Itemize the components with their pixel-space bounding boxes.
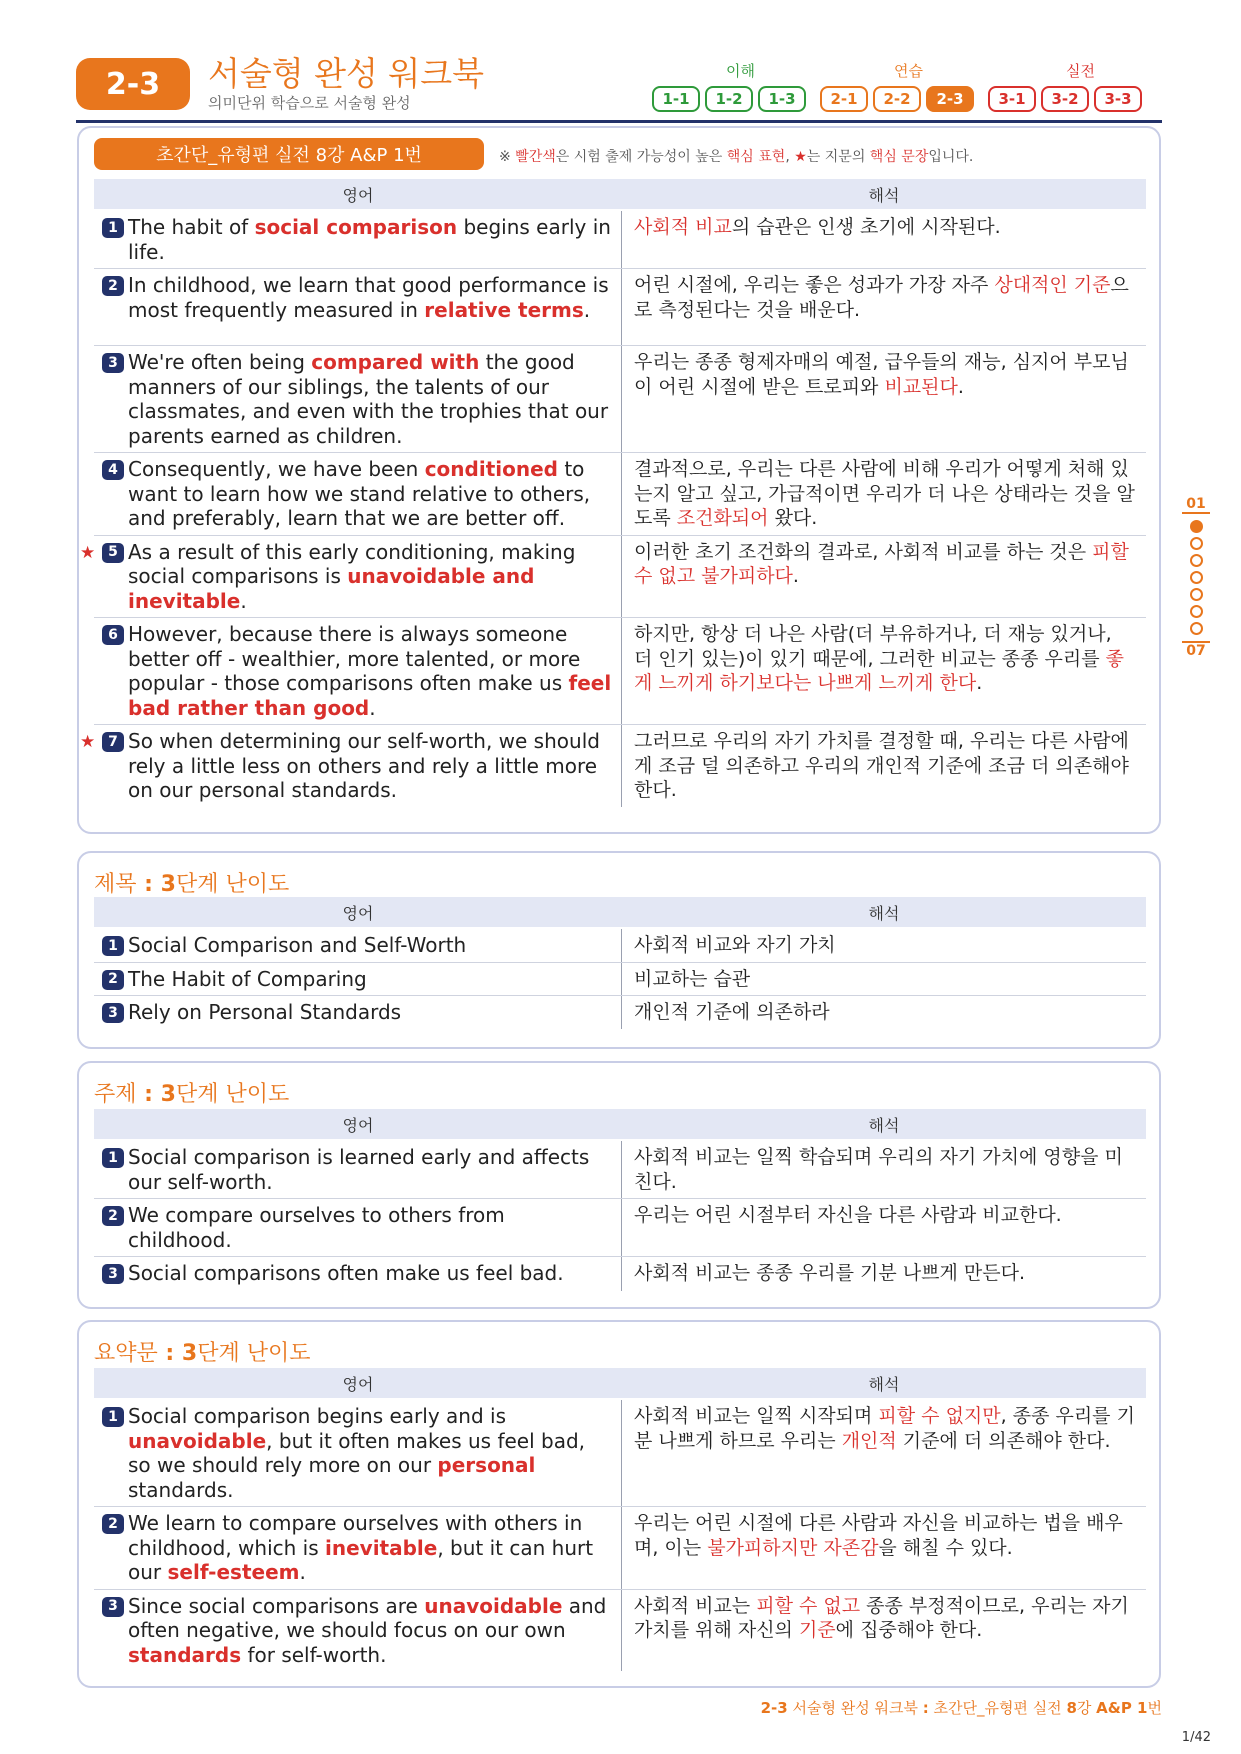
translation-text: 우리는 종종 형제자매의 예절, 급우들의 재능, 심지어 부모님이 어린 시절에 받은 트로피와 [634, 351, 1129, 398]
star-icon: ★ [80, 732, 96, 752]
column-english: 영어 [342, 1374, 374, 1394]
row-number-badge: 7 [102, 732, 124, 752]
column-translation: 해석 [868, 903, 900, 923]
heading-colon: : [136, 1082, 161, 1107]
translation-text: 에 집중해야 한다. [835, 1619, 983, 1641]
step-button-3-1[interactable]: 3-1 [988, 86, 1036, 112]
step-button-3-2[interactable]: 3-2 [1041, 86, 1089, 112]
translation-cell [622, 996, 1146, 1029]
heading-text: 요약문 [94, 1341, 158, 1366]
sentence-text: and often negative, we should focus on our own [128, 1593, 607, 1642]
english-cell [94, 929, 622, 962]
footer-part: 초간단_유형편 실전 [928, 1699, 1067, 1717]
page-title: 서술형 완성 워크북 [208, 54, 485, 93]
sentence-text: Social comparisons often make us feel bad. [128, 1261, 564, 1285]
translation-text: . [976, 672, 983, 694]
level-text: 단계 난이도 [197, 1341, 311, 1366]
step-button-1-3[interactable]: 1-3 [758, 86, 806, 112]
column-translation: 해석 [868, 1374, 900, 1394]
footer-part: 서술형 완성 워크북 [787, 1699, 923, 1717]
table-row [94, 1590, 1146, 1672]
english-cell [94, 211, 622, 268]
side-dot [1190, 571, 1203, 584]
table-header [94, 897, 1146, 927]
sentence-text: . [583, 297, 591, 322]
key-expression: 개인적 [841, 1429, 897, 1452]
heading-colon: : [157, 1341, 182, 1366]
key-expression: conditioned [424, 457, 558, 481]
row-number-badge: 2 [102, 1514, 124, 1534]
sentence-text: . [299, 1560, 306, 1584]
key-expression: 불가피하지만 [707, 1536, 818, 1559]
english-cell [94, 1199, 622, 1256]
section-heading [94, 1077, 289, 1108]
level-number: 3 [160, 872, 176, 897]
sentence-text: Rely on Personal Standards [128, 1000, 402, 1024]
table-row [80, 725, 1146, 807]
row-number-badge: 3 [102, 1264, 124, 1284]
row-number-badge: 3 [102, 1003, 124, 1023]
translation-text: 결과적으로, 우리는 다른 사람에 비해 우리가 어떻게 처해 있는지 알고 싶고, 가급적이면 우리가 더 나은 상태라는 것을 알도록 [634, 458, 1135, 529]
table-row [94, 269, 1146, 346]
key-expression: 비교된다 [884, 375, 958, 398]
table-row [94, 211, 1146, 269]
translation-cell [622, 1507, 1146, 1589]
key-expression: relative terms [424, 297, 584, 322]
english-cell [94, 1507, 622, 1589]
note-text: , [785, 149, 795, 165]
table-row [94, 1257, 1146, 1291]
row-number-badge: 5 [102, 543, 124, 563]
sentence-text: We compare ourselves to others from childhood. [128, 1203, 505, 1252]
sentence-text: , but it can hurt our [128, 1535, 594, 1584]
key-expression: unavoidable [128, 1428, 267, 1453]
translation-cell [622, 211, 1146, 268]
note-red-text: 빨간색 [515, 149, 556, 165]
key-expression: inevitable [325, 1535, 438, 1560]
side-label-top: 01 [1182, 496, 1210, 514]
row-number-badge: 2 [102, 276, 124, 296]
translation-text: 우리는 어린 시절부터 자신을 다른 사람과 비교한다. [634, 1204, 1062, 1226]
page-subtitle: 의미단위 학습으로 서술형 완성 [208, 94, 411, 112]
page-number: 1/42 [1181, 1730, 1211, 1745]
sentence-text: Social Comparison and Self-Worth [128, 933, 467, 957]
translation-text: 종종 부정적이므로, 우리는 자기 가치를 위해 자신의 [634, 1594, 1129, 1641]
table-row [94, 963, 1146, 997]
column-english: 영어 [342, 1115, 374, 1135]
row-number-badge: 3 [102, 1597, 124, 1617]
sentence-text: Social comparison begins early and is [128, 1404, 506, 1428]
note-text: 는 지문의 [806, 149, 870, 165]
side-dot [1190, 537, 1203, 550]
sentence-text: We're often being [128, 350, 312, 374]
translation-cell [622, 1199, 1146, 1256]
lesson-tag: 초간단_유형편 실전 8강 A&P 1번 [94, 138, 484, 170]
key-expression: standards [128, 1642, 242, 1667]
translation-text: 사회적 비교는 일찍 시작되며 [634, 1405, 879, 1427]
row-number-badge: 1 [102, 1407, 124, 1427]
star-icon: ★ [80, 542, 96, 563]
title-panel [77, 851, 1161, 1049]
title-table [94, 929, 1146, 1029]
step-button-1-1[interactable]: 1-1 [652, 86, 700, 112]
step-group-label-understand: 이해 [726, 62, 755, 80]
passage-table [80, 211, 1146, 807]
table-row [94, 453, 1146, 536]
footer-code: 2-3 [760, 1699, 788, 1717]
row-number-badge: 2 [102, 970, 124, 990]
side-dot [1190, 588, 1203, 601]
header-divider [76, 120, 1162, 123]
translation-cell [622, 725, 1146, 807]
side-dot [1190, 554, 1203, 567]
row-number-badge: 1 [102, 218, 124, 238]
sentence-text: the good manners of our siblings, the talents of our classmates, and even with the trophies that our parents earned as children. [128, 350, 609, 448]
table-header [94, 179, 1146, 209]
english-cell [94, 996, 622, 1029]
row-number-badge: 4 [102, 460, 124, 480]
translation-text: 으로 측정된다는 것을 배운다. [634, 274, 1129, 321]
step-button-1-2[interactable]: 1-2 [705, 86, 753, 112]
side-page-indicator [1182, 496, 1210, 659]
sentence-text: standards. [128, 1477, 234, 1502]
translation-cell [622, 618, 1146, 724]
translation-text: 왔다. [768, 507, 818, 529]
translation-cell [622, 1590, 1146, 1672]
translation-text: , 종종 우리를 기분 나쁘게 하므로 우리는 [634, 1405, 1135, 1452]
key-expression: personal [437, 1453, 536, 1477]
footer-lesson-number: 8 [1066, 1699, 1077, 1717]
english-cell [94, 1400, 622, 1506]
column-english: 영어 [342, 185, 374, 205]
note-red-text: 핵심 문장 [869, 149, 929, 165]
translation-text: 을 해칠 수 있다. [878, 1536, 1013, 1559]
key-expression: 피할 수 없지만 [878, 1405, 1001, 1427]
footer-colon: : [922, 1699, 929, 1717]
key-expression: self-esteem [167, 1560, 300, 1584]
english-cell [80, 536, 622, 618]
passage-panel [77, 126, 1161, 834]
table-row [80, 536, 1146, 619]
level-number: 3 [181, 1341, 198, 1366]
sentence-text: for self-worth. [241, 1642, 387, 1667]
note-red-text: 핵심 표현 [726, 149, 786, 165]
translation-text: 하지만, 항상 더 나은 사람(더 부유하거나, 더 재능 있거나, 더 인기 있는)이 있기 때문에, 그러한 비교는 종종 우리를 [634, 623, 1112, 670]
side-dot [1190, 520, 1203, 533]
step-button-3-3[interactable]: 3-3 [1094, 86, 1142, 112]
footer-part: 번 [1147, 1699, 1162, 1717]
level-text: 단계 난이도 [175, 872, 290, 897]
side-dots [1182, 520, 1210, 635]
section-heading [94, 867, 289, 898]
translation-cell [622, 929, 1146, 962]
footer-item: A&P 1 [1096, 1699, 1148, 1717]
footer-text [761, 1697, 1162, 1718]
note-text: 은 시험 출제 가능성이 높은 [555, 149, 727, 165]
row-number-badge: 2 [102, 1206, 124, 1226]
translation-text: 비교하는 습관 [634, 967, 751, 990]
section-heading [94, 1336, 310, 1367]
row-number-badge: 1 [102, 1148, 124, 1168]
key-expression: 좋게 느끼게 하기보다는 나쁘게 느끼게 한다 [634, 647, 1124, 694]
english-cell [80, 725, 622, 807]
translation-text: 기준에 더 의존해야 한다. [896, 1429, 1111, 1452]
theme-panel [77, 1061, 1161, 1309]
translation-text: . [792, 565, 799, 587]
step-button-2-3[interactable]: 2-3 [926, 86, 974, 112]
summary-panel [77, 1320, 1161, 1688]
column-english: 영어 [342, 903, 374, 923]
translation-cell [622, 1400, 1146, 1506]
translation-cell [622, 1257, 1146, 1291]
sentence-text: The Habit of Comparing [128, 966, 367, 991]
table-header [94, 1368, 1146, 1398]
key-expression: compared with [311, 350, 480, 374]
step-button-2-1[interactable]: 2-1 [820, 86, 868, 112]
theme-table [94, 1141, 1146, 1291]
column-translation: 해석 [868, 1115, 900, 1135]
note-text: ※ [499, 149, 516, 165]
sentence-text: As a result of this early conditioning, making social comparisons is [128, 539, 576, 588]
key-expression: unavoidable and inevitable [128, 564, 535, 613]
translation-text: 개인적 기준에 의존하라 [634, 1001, 830, 1023]
side-label-bottom: 07 [1182, 641, 1210, 659]
table-row [94, 1199, 1146, 1257]
sentence-text: to want to learn how we stand relative to others, and preferably, learn that we are better off. [128, 457, 591, 530]
level-number: 3 [160, 1082, 176, 1107]
english-cell [94, 618, 622, 724]
sentence-text: . [369, 695, 376, 720]
english-cell [94, 1141, 622, 1198]
key-expression: 자존감 [823, 1536, 879, 1559]
sentence-text: Social comparison is learned early and affects our self-worth. [128, 1145, 590, 1194]
table-header [94, 1109, 1146, 1139]
translation-text: 사회적 비교는 [634, 1594, 757, 1617]
english-cell [94, 269, 622, 345]
translation-cell [622, 536, 1146, 618]
translation-text: 어린 시절에, 우리는 좋은 성과가 가장 자주 [634, 274, 995, 296]
step-group-label-real: 실전 [1066, 62, 1095, 80]
translation-text: 사회적 비교와 자기 가치 [634, 934, 836, 956]
key-expression: 피할 수 없고 [756, 1594, 861, 1617]
translation-text: . [957, 375, 964, 398]
translation-cell [622, 963, 1146, 996]
translation-cell [622, 1141, 1146, 1198]
translation-text: 이러한 초기 조건화의 결과로, 사회적 비교를 하는 것은 [634, 540, 1093, 563]
sentence-text: The habit of [128, 215, 255, 239]
note-text: 입니다. [928, 149, 974, 165]
summary-table [94, 1400, 1146, 1671]
english-cell [94, 963, 622, 996]
translation-cell [622, 453, 1146, 535]
key-expression: 상대적인 기준 [994, 274, 1111, 296]
step-button-2-2[interactable]: 2-2 [873, 86, 921, 112]
sentence-text: In childhood, we learn that good performance is most frequently measured in [128, 273, 609, 322]
sentence-text: begins early in life. [128, 215, 611, 264]
row-number-badge: 6 [102, 625, 124, 645]
table-row [94, 346, 1146, 453]
level-text: 단계 난이도 [175, 1082, 290, 1107]
key-expression: 기준 [798, 1619, 836, 1641]
heading-text: 주제 [94, 1082, 137, 1107]
key-expression: 사회적 비교 [634, 216, 732, 238]
unit-badge: 2-3 [76, 58, 190, 110]
english-cell [94, 1257, 622, 1291]
translation-text: 그러므로 우리의 자기 가치를 결정할 때, 우리는 다른 사람에게 조금 덜 의존하고 우리의 개인적 기준에 조금 더 의존해야 한다. [634, 730, 1129, 801]
translation-text: 사회적 비교는 일찍 학습되며 우리의 자기 가치에 영향을 미친다. [634, 1146, 1123, 1193]
english-cell [94, 346, 622, 452]
english-cell [94, 1590, 622, 1672]
english-cell [94, 453, 622, 535]
translation-cell [622, 269, 1146, 345]
footer-part: 강 [1076, 1699, 1097, 1717]
row-number-badge: 1 [102, 936, 124, 956]
table-row [94, 1141, 1146, 1199]
key-expression: 피할 수 없고 불가피하다 [634, 540, 1129, 587]
translation-text: 우리는 어린 시절에 다른 사람과 자신을 비교하는 법을 배우며, 이는 [634, 1512, 1123, 1559]
key-expression: social comparison [254, 215, 458, 239]
table-row [94, 1507, 1146, 1590]
table-row [94, 996, 1146, 1029]
legend-note [499, 146, 973, 166]
sentence-text: We learn to compare ourselves with others in childhood, which is [128, 1511, 583, 1560]
key-expression: 조건화되어 [676, 507, 769, 529]
table-row [94, 1400, 1146, 1507]
sentence-text: , but it often makes us feel bad, so we should rely more on our [128, 1428, 586, 1477]
sentence-text: So when determining our self-worth, we should rely a little less on others and rely a little more on our personal standards. [128, 729, 600, 802]
column-translation: 해석 [868, 185, 900, 205]
table-row [94, 929, 1146, 963]
heading-colon: : [136, 872, 161, 897]
translation-text: 의 습관은 인생 초기에 시작된다. [731, 216, 1001, 238]
star-icon: ★ [794, 149, 807, 165]
sentence-text: Since social comparisons are [128, 1593, 425, 1618]
translation-text: 사회적 비교는 종종 우리를 기분 나쁘게 만든다. [634, 1262, 1026, 1284]
sentence-text: However, because there is always someone better off - wealthier, more talented, or more popular - those comparisons often make us [128, 622, 581, 695]
side-dot [1190, 605, 1203, 618]
key-expression: unavoidable [424, 1593, 563, 1618]
heading-text: 제목 [94, 872, 137, 897]
translation-cell [622, 346, 1146, 452]
side-dot [1190, 622, 1203, 635]
key-expression: feel bad rather than good [128, 671, 612, 720]
table-row [94, 618, 1146, 725]
sentence-text: Consequently, we have been [128, 457, 425, 481]
row-number-badge: 3 [102, 353, 124, 373]
step-group-label-practice: 연습 [894, 62, 923, 80]
sentence-text: . [240, 588, 247, 613]
